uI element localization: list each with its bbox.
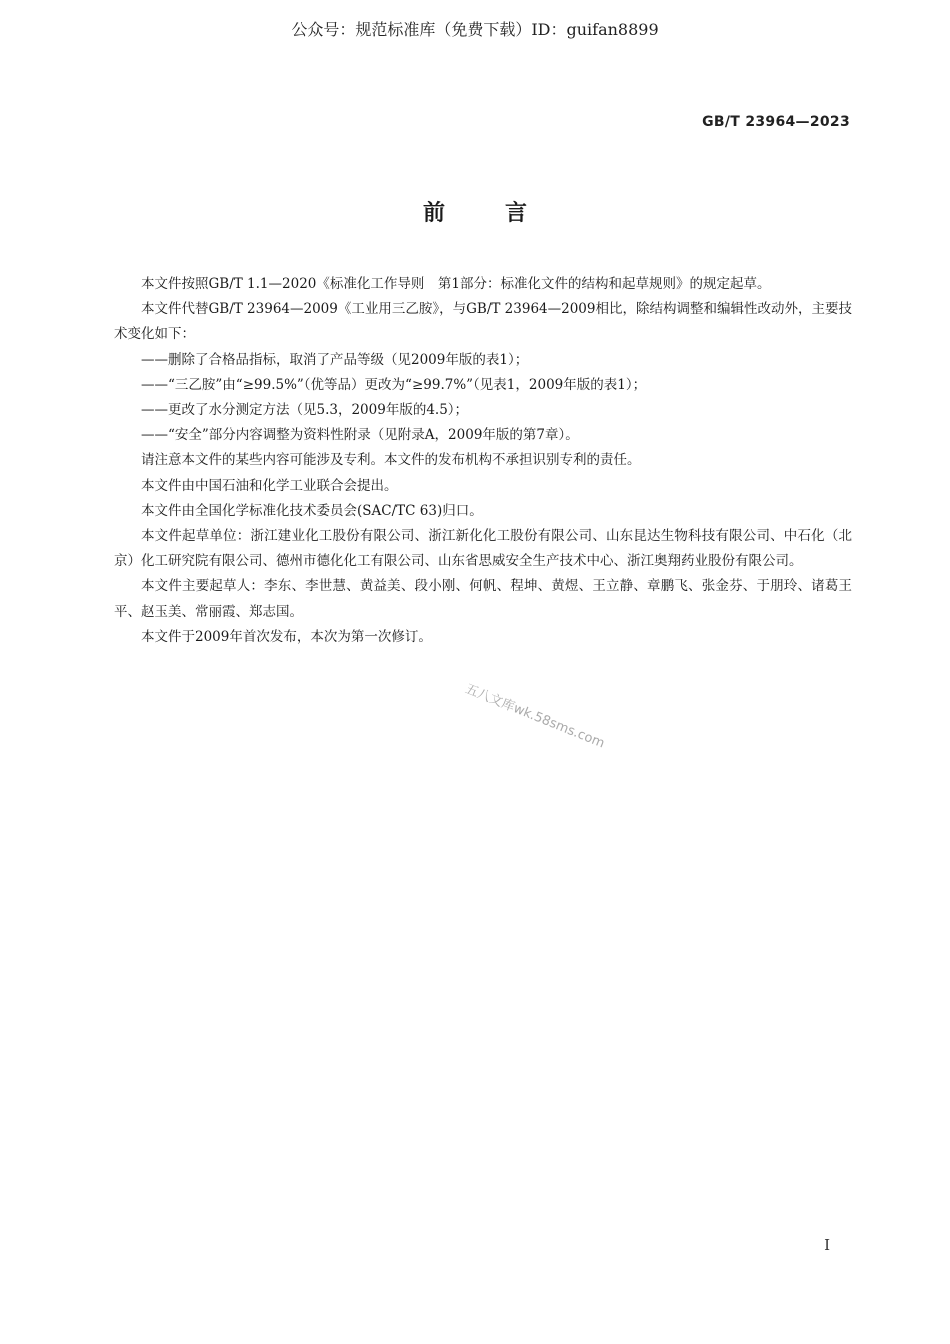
change-item-3: ——更改了水分测定方法（见5.3，2009年版的4.5）； xyxy=(141,402,469,419)
change-item-1: ——删除了合格品指标，取消了产品等级（见2009年版的表1）； xyxy=(141,351,529,368)
page-number: I xyxy=(824,1236,830,1254)
paragraph-drafters: 本文件主要起草人：李东、李世慧、黄益美、段小刚、何帆、程坤、黄煜、王立静、章鹏飞、张金芬、于朋玲、诸葛王平、赵玉美、常丽霞、郑志国。 xyxy=(114,578,852,620)
page-title xyxy=(0,196,950,227)
title-char-1: 前 xyxy=(422,201,445,226)
paragraph-drafting-rules: 本文件按照GB/T 1.1—2020《标准化工作导则 第1部分：标准化文件的结构和起草规则》的规定起草。 xyxy=(141,276,771,292)
paragraph-drafting-units: 本文件起草单位：浙江建业化工股份有限公司、浙江新化化工股份有限公司、山东昆达生物科技有限公司、中石化（北京）化工研究院有限公司、德州市德化化工有限公司、山东省思威安全生产技术中心、浙江奥翔药业股份有限公司。 xyxy=(114,528,852,570)
paragraph-proposed-by: 本文件由中国石油和化学工业联合会提出。 xyxy=(141,477,398,494)
paragraph-history: 本文件于2009年首次发布，本次为第一次修订。 xyxy=(141,628,432,645)
foreword-body xyxy=(114,272,852,650)
paragraph-replaces: 本文件代替GB/T 23964—2009《工业用三乙胺》，与GB/T 23964—2009相比，除结构调整和编辑性改动外，主要技术变化如下： xyxy=(114,301,852,343)
change-item-4: ——“安全”部分内容调整为资料性附录（见附录A，2009年版的第7章）。 xyxy=(141,427,579,444)
watermark: 五八文库wk.58sms.com xyxy=(462,681,607,752)
paragraph-patent-notice: 请注意本文件的某些内容可能涉及专利。本文件的发布机构不承担识别专利的责任。 xyxy=(141,452,641,469)
paragraph-managed-by: 本文件由全国化学标准化技术委员会(SAC/TC 63)归口。 xyxy=(141,502,483,519)
standard-code: GB/T 23964—2023 xyxy=(702,114,850,130)
header-banner: 公众号：规范标准库（免费下载）ID：guifan8899 xyxy=(291,20,659,39)
title-char-2: 言 xyxy=(505,201,528,226)
change-item-2: ——“三乙胺”由“≥99.5%”（优等品）更改为“≥99.7%”（见表1，2009年版的表1）； xyxy=(141,376,647,393)
